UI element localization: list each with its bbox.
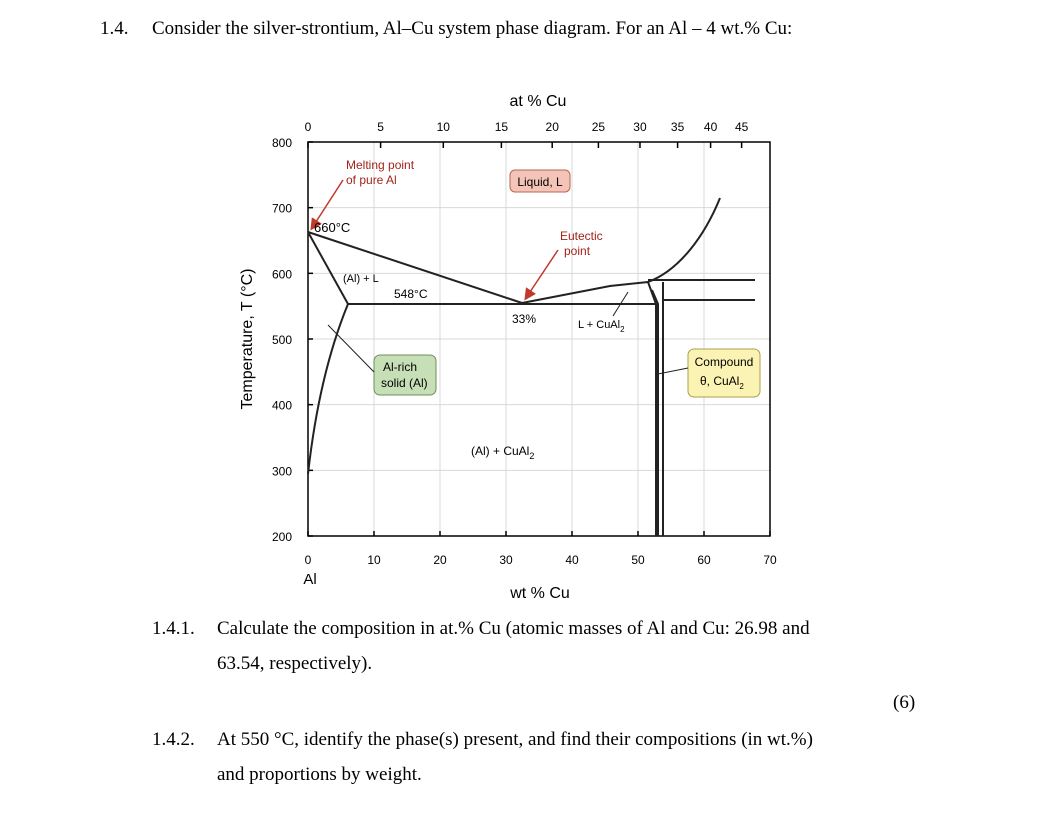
subquestion-number: 1.4.2. bbox=[152, 729, 195, 750]
top-tick-label: 35 bbox=[670, 120, 685, 134]
left-tick-label: 800 bbox=[271, 136, 292, 150]
al-rich-label: Al-rich bbox=[383, 360, 418, 374]
grid-lines bbox=[308, 142, 770, 536]
left-tick-label: 400 bbox=[271, 398, 292, 413]
bottom-tick-label: 20 bbox=[433, 553, 447, 567]
al-plus-cual2-label: (Al) + CuAl$_2$ bbox=[471, 444, 535, 461]
liquid-label: Liquid, L bbox=[517, 175, 563, 189]
eutectic-label-2: point bbox=[564, 244, 591, 258]
label-548c: 548°C bbox=[394, 287, 428, 301]
top-tick-label: 30 bbox=[633, 120, 647, 134]
marks-label: (6) bbox=[893, 692, 916, 713]
melting-point-label-2: of pure Al bbox=[346, 173, 397, 187]
al-rich-pointer bbox=[328, 325, 374, 372]
eutectic-label: Eutectic bbox=[560, 229, 603, 243]
top-tick-label: 10 bbox=[436, 120, 450, 134]
compound-label-2: θ, CuAl$_2$ bbox=[700, 374, 744, 391]
top-tick-label: 45 bbox=[734, 120, 749, 134]
bottom-tick-label: 30 bbox=[499, 553, 513, 567]
al-rich-label-2: solid (Al) bbox=[381, 376, 428, 390]
bottom-origin-label: Al bbox=[303, 571, 317, 588]
bottom-tick-label: 40 bbox=[565, 553, 579, 567]
top-tick-label: 20 bbox=[545, 120, 559, 134]
subquestion-text-line1: Calculate the composition in at.% Cu (atomic masses of Al and Cu: 26.98 and bbox=[217, 618, 810, 639]
left-tick-label: 500 bbox=[271, 333, 292, 347]
left-tick-label: 200 bbox=[271, 530, 292, 544]
label-660c: 660°C bbox=[314, 220, 351, 235]
bottom-tick-label: 60 bbox=[697, 553, 711, 567]
bottom-axis-title: wt % Cu bbox=[510, 585, 570, 602]
solvus bbox=[308, 304, 348, 474]
label-33pct: 33% bbox=[512, 312, 537, 326]
left-tick-label: 600 bbox=[271, 267, 292, 282]
liquidus-right bbox=[522, 198, 720, 303]
theta-left-boundary bbox=[648, 282, 656, 536]
question-number: 1.4. bbox=[100, 18, 129, 39]
compound-label: Compound bbox=[694, 355, 754, 369]
al-plus-l-label: (Al) + L bbox=[343, 273, 379, 285]
left-tick-label: 700 bbox=[271, 201, 292, 216]
top-axis-title: at % Cu bbox=[509, 93, 567, 110]
bottom-tick-label: 70 bbox=[763, 553, 777, 567]
y-axis-title: Temperature, T (°C) bbox=[239, 268, 256, 410]
subquestion-number: 1.4.1. bbox=[152, 618, 195, 639]
top-axis-ticks bbox=[305, 120, 749, 148]
bottom-tick-label: 0 bbox=[304, 553, 312, 567]
top-tick-label: 15 bbox=[494, 120, 509, 134]
subquestion-text-line1: At 550 °C, identify the phase(s) present, and find their compositions (in wt.%) bbox=[217, 729, 813, 750]
subquestion-text-line2: and proportions by weight. bbox=[217, 764, 422, 785]
annotations bbox=[312, 158, 760, 461]
question-text: Consider the silver-strontium, Al–Cu system phase diagram. For an Al – 4 wt.% Cu: bbox=[152, 18, 793, 39]
eutectic-arrow bbox=[526, 250, 558, 298]
l-plus-cual2-label: L + CuAl$_2$ bbox=[578, 319, 625, 334]
top-tick-label: 25 bbox=[591, 120, 606, 134]
top-tick-label: 5 bbox=[377, 120, 384, 134]
top-tick-label: 0 bbox=[304, 120, 312, 134]
left-axis-ticks bbox=[272, 136, 313, 544]
top-tick-label: 40 bbox=[703, 120, 718, 134]
melting-point-label: Melting point bbox=[346, 158, 415, 172]
bottom-tick-label: 10 bbox=[367, 553, 381, 567]
left-tick-label: 300 bbox=[271, 464, 292, 479]
bottom-tick-label: 50 bbox=[631, 553, 645, 567]
subquestion-text-line2: 63.54, respectively). bbox=[217, 653, 373, 674]
